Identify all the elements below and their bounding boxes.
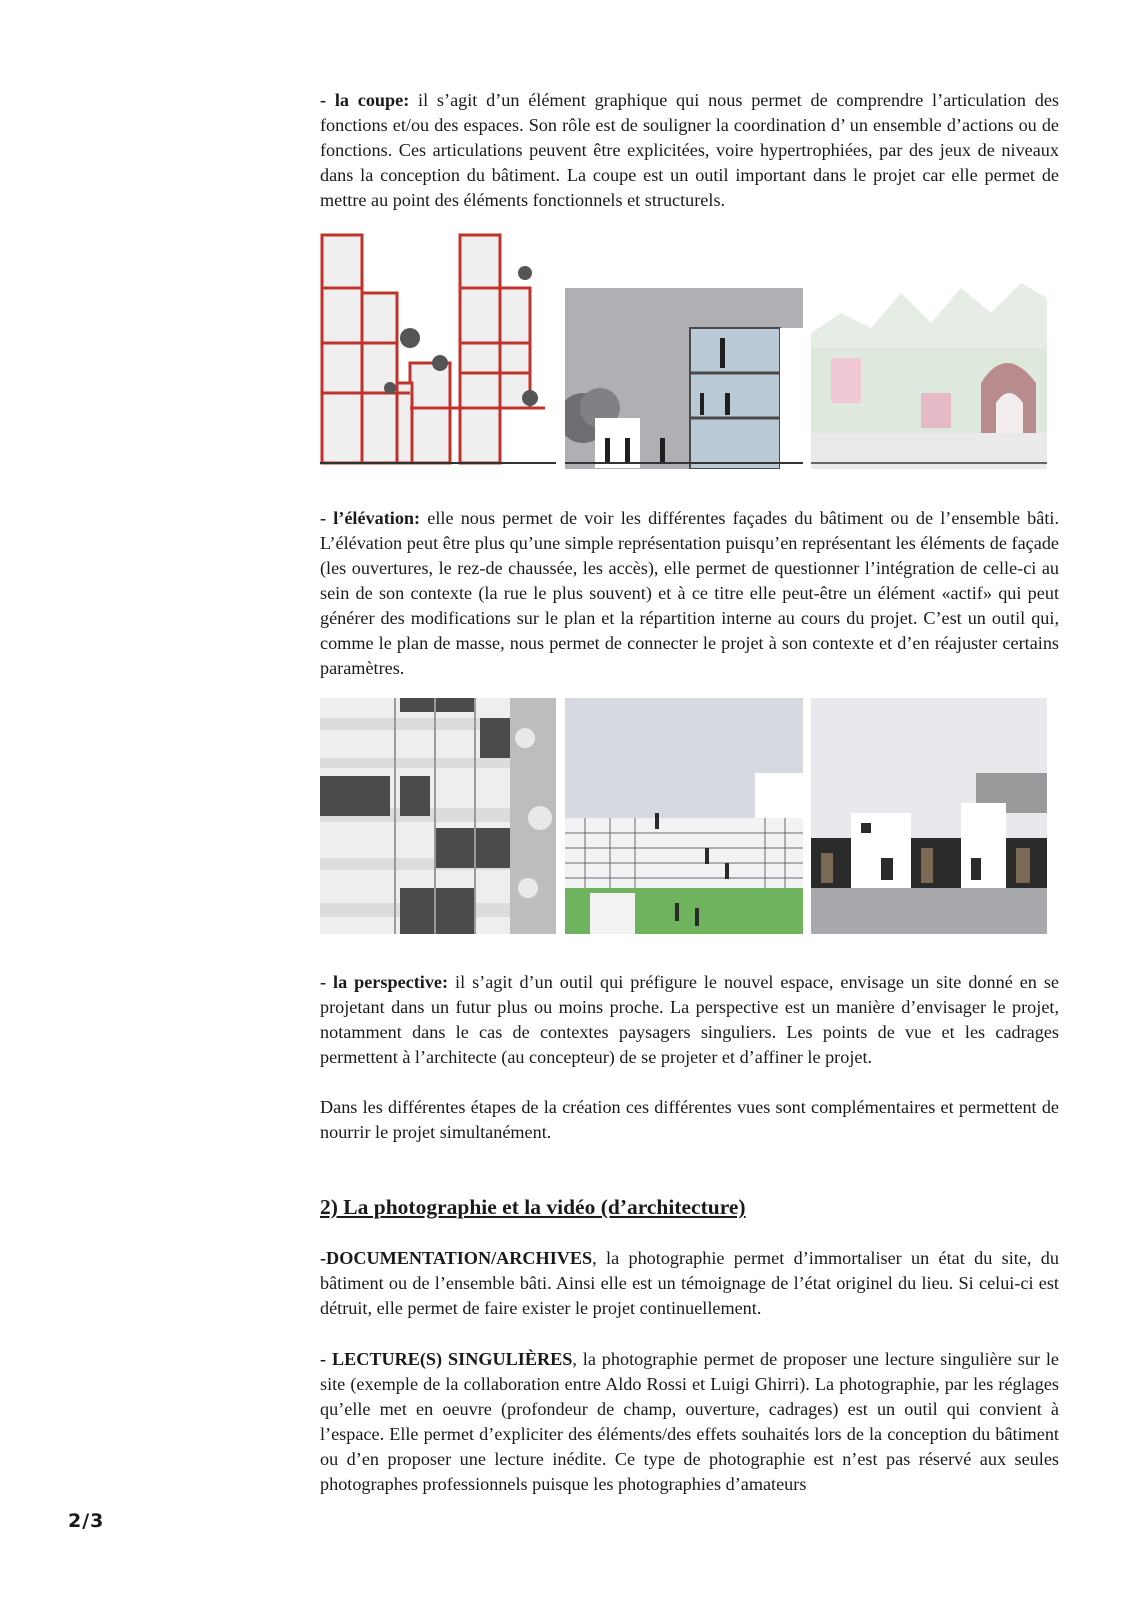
elevation-drawing-grid-facade bbox=[320, 698, 556, 934]
documentation-paragraph bbox=[320, 1246, 1059, 1321]
perspective-paragraph bbox=[320, 970, 1059, 1070]
section-drawings-row bbox=[320, 233, 1059, 469]
elevation-drawings-row bbox=[320, 698, 1059, 934]
section-drawing-landscape bbox=[811, 233, 1047, 469]
coupe-text: il s’agit d’un élément graphique qui nous permet de comprendre l’articulation des fonctions et/ou des espaces. Son rôle est de souligner la coordination d’ un ensemble d’actions ou de fonctions. Ces articulations peuvent être explicitées, voire hypertrophiées, par des jeux de niveaux dans la conception du bâtiment. La coupe est un outil important dans le projet car elle permet de mettre au point des éléments fonctionnels et structurels. bbox=[320, 90, 1059, 210]
elevation-drawing-green-base bbox=[565, 698, 803, 934]
lecture-paragraph bbox=[320, 1347, 1059, 1497]
documentation-text: , la photographie permet d’immortaliser un état du site, du bâtiment ou de l’ensemble bâti. Ainsi elle est un témoignage de l’état originel du lieu. Si celui-ci est détruit, elle permet de faire exister le projet continuellement. bbox=[320, 1248, 1059, 1318]
lecture-text: , la photographie permet de proposer une lecture singulière sur le site (exemple de la collaboration entre Aldo Rossi et Luigi Ghirri). La photographie, par les réglages qu’elle met en oeuvre (profondeur de champ, ouverture, cadrages) est un outil qui convient à l’espace. Elle permet d’expliciter des éléments/des effets souhaités lors de la conception du bâtiment ou d’en proposer une lecture inédite. Ce type de photographie est n’est pas réservé aux seules photographes professionnels puisque les photographies d’amateurs bbox=[320, 1349, 1059, 1494]
elevation-paragraph bbox=[320, 506, 1059, 681]
elevation-drawing-houses bbox=[811, 698, 1047, 934]
section-heading: 2) La photographie et la vidéo (d’architecture) bbox=[320, 1195, 746, 1219]
section-drawing-glass-tower bbox=[565, 233, 803, 469]
page-number: 2/3 bbox=[68, 1510, 105, 1532]
elevation-term: - l’élévation: bbox=[320, 508, 421, 528]
coupe-paragraph bbox=[320, 88, 1059, 213]
summary-paragraph: Dans les différentes étapes de la création ces différentes vues sont complémentaires et permettent de nourrir le projet simultanément. bbox=[320, 1097, 1059, 1142]
elevation-text: elle nous permet de voir les différentes façades du bâtiment ou de l’ensemble bâti. L’élévation peut être plus qu’une simple représentation puisqu’en représentant les éléments de façade (les ouvertures, le rez-de chaussée, les accès), elle permet de questionner l’intégration de celle-ci au sein de son contexte (la rue le plus souvent) et à ce titre elle peut-être un élément «actif» qui peut générer des modifications sur le plan et la répartition interne au cours du projet. C’est un outil qui, comme le plan de masse, nous permet de connecter le projet à son contexte et d’en réajuster certains paramètres. bbox=[320, 508, 1059, 678]
perspective-text: il s’agit d’un outil qui préfigure le nouvel espace, envisage un site donné en se projetant dans un futur plus ou moins proche. La perspective est un manière d’envisager le projet, notamment dans le cas de contextes paysagers singuliers. Les points de vue et les cadrages permettent à l’architecte (au concepteur) de se projeter et d’affiner le projet. bbox=[320, 972, 1060, 1067]
perspective-term: - la perspective: bbox=[320, 972, 449, 992]
coupe-term: - la coupe: bbox=[320, 90, 410, 110]
documentation-term: -DOCUMENTATION/ARCHIVES bbox=[320, 1248, 593, 1268]
lecture-term: - LECTURE(S) SINGULIÈRES bbox=[320, 1349, 573, 1369]
section-drawing-red-housing bbox=[320, 233, 556, 469]
